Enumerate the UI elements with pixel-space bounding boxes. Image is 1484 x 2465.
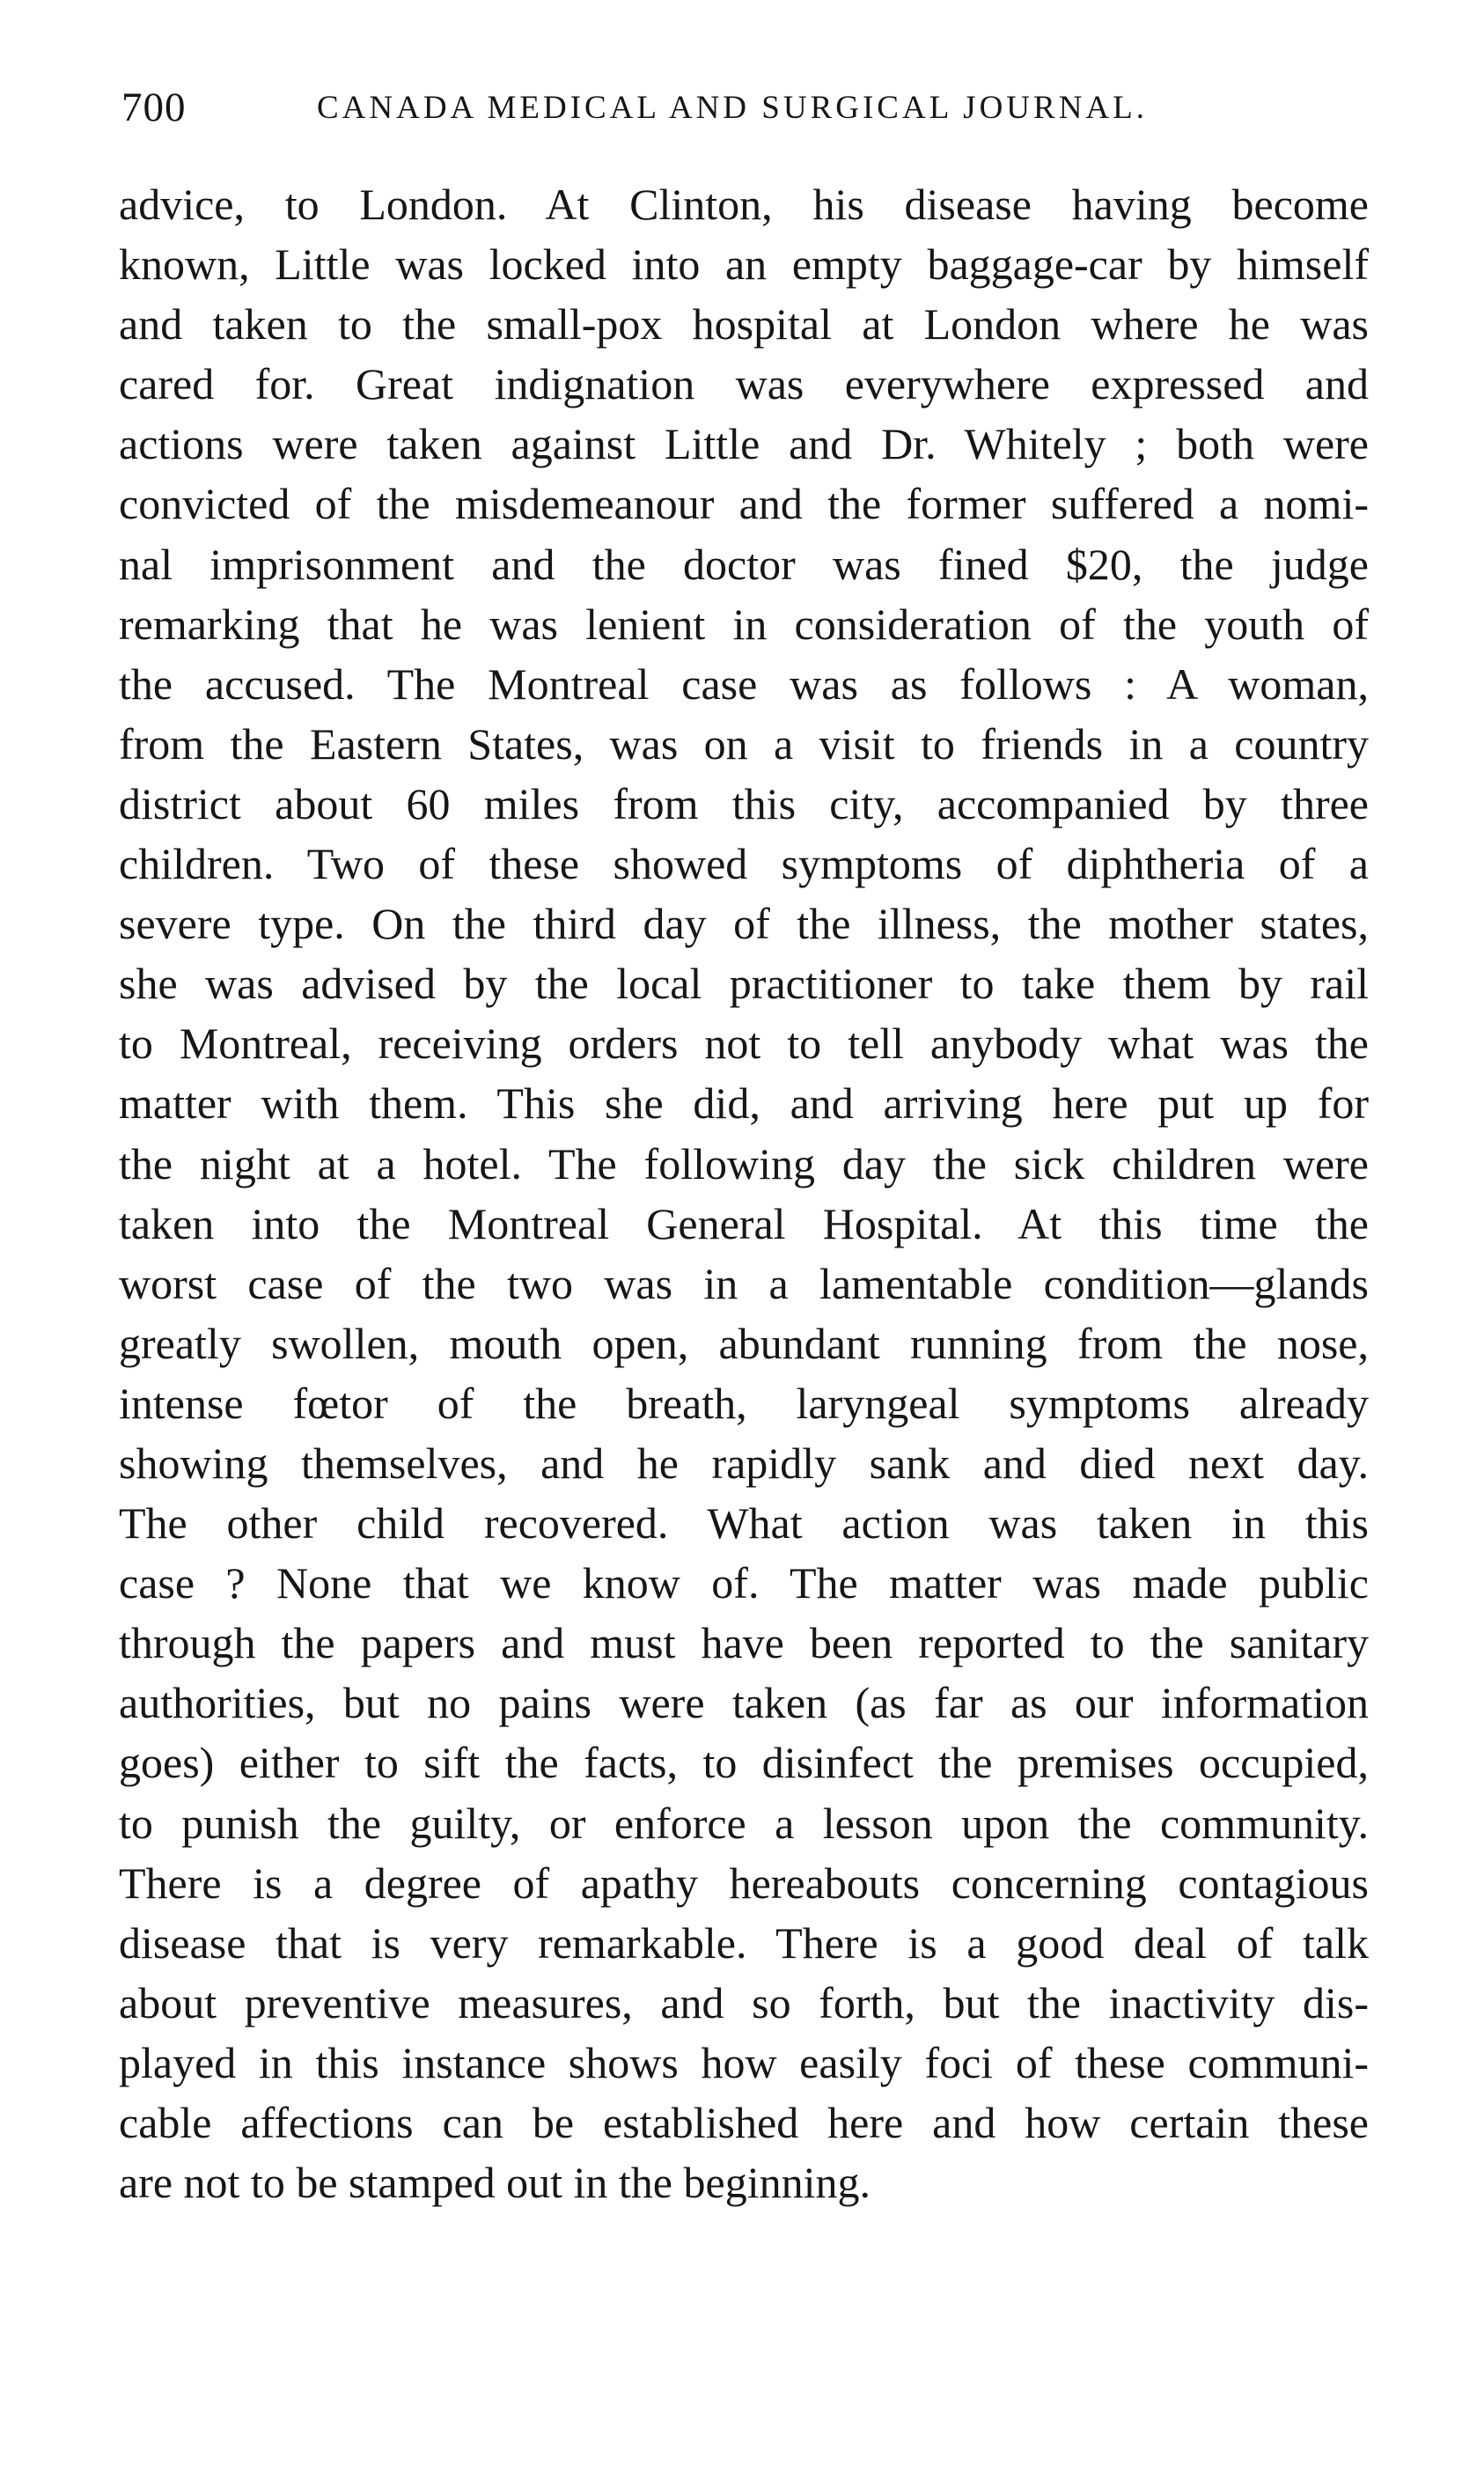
text-line: from the Eastern States, was on a visit to friends in a country (119, 718, 1369, 769)
text-line: district about 60 miles from this city, accompanied by three (119, 778, 1369, 828)
article-body (119, 174, 1369, 2212)
text-line: actions were taken against Little and Dr. Whitely ; both were (119, 419, 1369, 469)
text-line: to punish the guilty, or enforce a lesson upon the community. (119, 1798, 1369, 1848)
running-head (121, 81, 1389, 143)
text-line: authorities, but no pains were taken (as far as our information (119, 1678, 1369, 1728)
text-line: intense fœtor of the breath, laryngeal symptoms already (119, 1378, 1369, 1428)
text-line: the night at a hotel. The following day the sick children were (119, 1138, 1369, 1188)
page-number: 700 (121, 85, 187, 130)
text-line: cared for. Great indignation was everywhere expressed and (119, 359, 1369, 409)
text-line: nal imprisonment and the doctor was fined $20, the judge (119, 539, 1369, 589)
text-line: and taken to the small-pox hospital at London where he was (119, 299, 1369, 350)
text-line: convicted of the misdemeanour and the former suffered a nomi- (119, 479, 1369, 529)
text-line: disease that is very remarkable. There is a good deal of talk (119, 1917, 1369, 1968)
journal-title: CANADA MEDICAL AND SURGICAL JOURNAL. (317, 90, 1148, 126)
text-line: about preventive measures, and so forth, but the inactivity dis- (119, 1977, 1369, 2027)
text-line: case ? None that we know of. The matter was made public (119, 1558, 1369, 1608)
text-line: are not to be stamped out in the beginning. (119, 2158, 871, 2208)
text-line: to Montreal, receiving orders not to tell anybody what was the (119, 1019, 1369, 1069)
text-line: through the papers and must have been reported to the sanitary (119, 1618, 1369, 1668)
text-line: known, Little was locked into an empty baggage-car by himself (119, 239, 1369, 290)
text-line: There is a degree of apathy hereabouts concerning contagious (119, 1858, 1369, 1908)
text-line: goes) either to sift the facts, to disinfect the premises occupied, (119, 1738, 1369, 1788)
text-line: severe type. On the third day of the illness, the mother states, (119, 899, 1369, 949)
text-line: worst case of the two was in a lamentable condition—glands (119, 1258, 1369, 1308)
text-line: remarking that he was lenient in consideration of the youth of (119, 599, 1369, 649)
text-line: she was advised by the local practitioner to take them by rail (119, 959, 1369, 1009)
text-line: greatly swollen, mouth open, abundant running from the nose, (119, 1318, 1369, 1368)
text-line: The other child recovered. What action was taken in this (119, 1498, 1369, 1549)
text-line: advice, to London. At Clinton, his disease having become (119, 180, 1369, 229)
text-line: showing themselves, and he rapidly sank and died next day. (119, 1438, 1369, 1488)
text-line: matter with them. This she did, and arriving here put up for (119, 1078, 1369, 1129)
text-line: the accused. The Montreal case was as follows : A woman, (119, 659, 1369, 709)
text-line: played in this instance shows how easily foci of these communi- (119, 2037, 1369, 2087)
text-line: taken into the Montreal General Hospital. At this time the (119, 1198, 1369, 1248)
text-line: children. Two of these showed symptoms of diphtheria of a (119, 839, 1369, 889)
text-line: cable affections can be established here and how certain these (119, 2098, 1369, 2147)
